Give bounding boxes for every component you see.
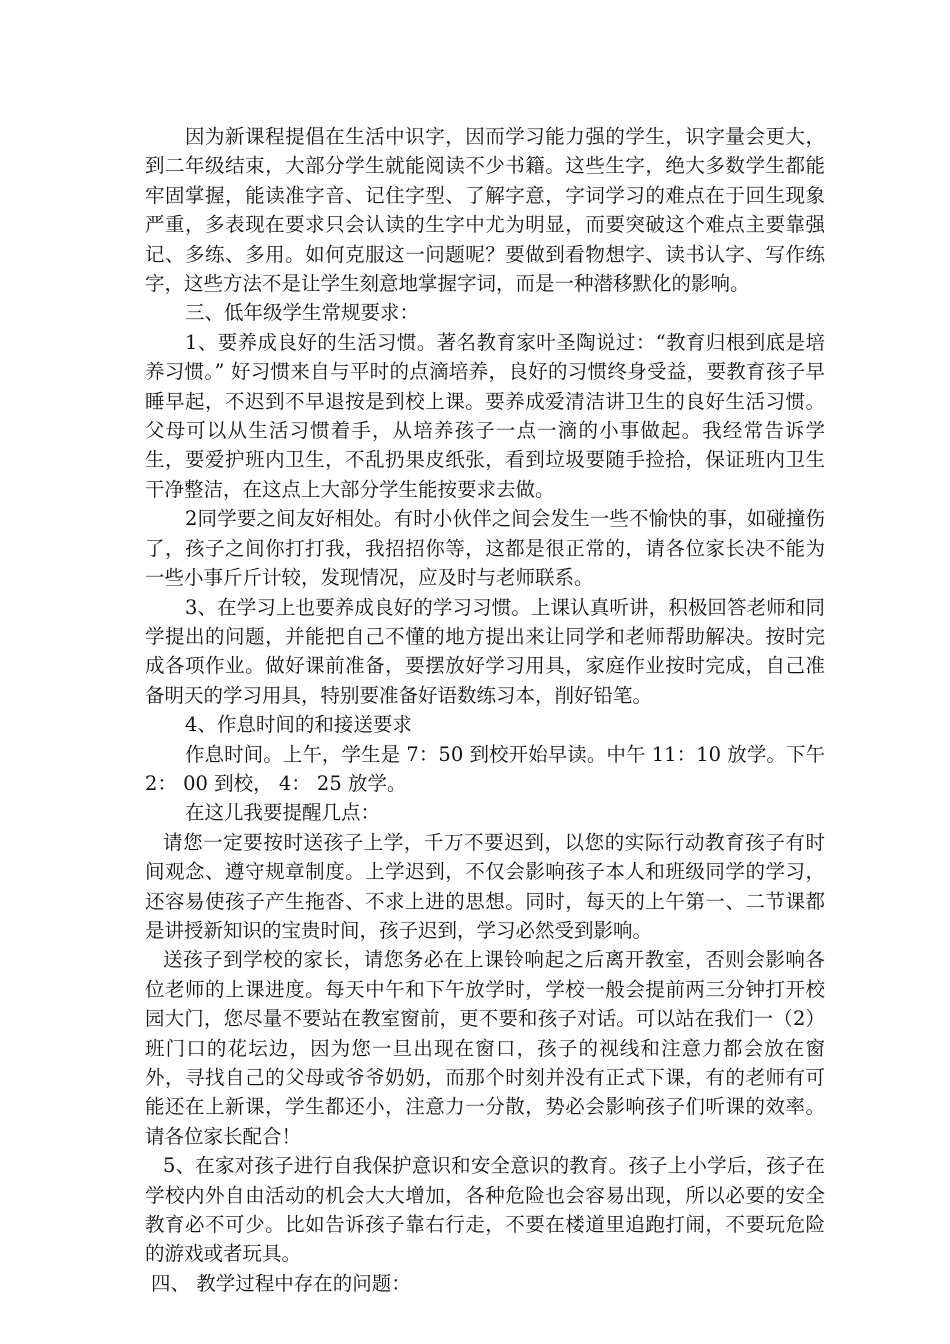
paragraph-safety-education: 5、在家对孩子进行自我保护意识和安全意识的教育。孩子上小学后，孩子在学校内外自由活动的机会大大增加，各种危险也会容易出现，所以必要的安全教育必不可少。比如告诉孩子靠右行走，不要在楼道里追跑打闹，不要玩危险的游戏或者玩具。 bbox=[145, 1154, 825, 1266]
paragraph-schedule-heading: 4、作息时间的和接送要求 bbox=[185, 713, 412, 737]
paragraph-literacy: 因为新课程提倡在生活中识字，因而学习能力强的学生，识字量会更大，到二年级结束，大部分学生就能阅读不少书籍。这些生字，绝大多数学生都能牢固掌握，能读准字音、记住字型、了解字意，字词学习的难点在于回生现象严重，多表现在要求只会认读的生字中尤为明显，而要突破这个难点主要靠强记、多练、多用。如何克服这一问题呢？要做到看物想字、读书认字、写作练字，这些方法不是让学生刻意地掌握字词，而是一种潜移默化的影响。 bbox=[145, 125, 825, 296]
paragraph-punctuality: 请您一定要按时送孩子上学，千万不要迟到，以您的实际行动教育孩子有时间观念、遵守规章制度。上学迟到，不仅会影响孩子本人和班级同学的学习，还容易使孩子产生拖沓、不求上进的思想。同时，每天的上午第一、二节课都是讲授新知识的宝贵时间，孩子迟到，学习必然受到影响。 bbox=[145, 830, 825, 942]
paragraph-schedule-times: 作息时间。上午，学生是 7：50 到校开始早读。中午 11：10 放学。下午 2： 00 到校， 4： 25 放学。 bbox=[145, 742, 825, 795]
paragraph-study-habits: 3、在学习上也要养成良好的学习习惯。上课认真听讲，积极回答老师和同学提出的问题，并能把自己不懂的地方提出来让同学和老师帮助解决。按时完成各项作业。做好课前准备，要摆放好学习用具，家庭作业按时完成，自己准备明天的学习用具，特别要准备好语数练习本，削好铅笔。 bbox=[145, 595, 825, 707]
paragraph-drop-off: 送孩子到学校的家长，请您务必在上课铃响起之后离开教室，否则会影响各位老师的上课进度。每天中午和下午放学时，学校一般会提前两三分钟打开校园大门，您尽量不要站在教室窗前，更不要和孩子对话。可以站在我们一（2）班门口的花坛边，因为您一旦出现在窗口，孩子的视线和注意力都会放在窗外，寻找自己的父母或爷爷奶奶，而那个时刻并没有正式下课，有的老师有可能还在上新课，学生都还小，注意力一分散，势必会影响孩子们听课的效率。请各位家长配合！ bbox=[145, 948, 825, 1148]
section-heading-routine-requirements: 三、低年级学生常规要求： bbox=[185, 301, 420, 325]
section-heading-teaching-problems: 四、 教学过程中存在的问题： bbox=[151, 1271, 411, 1295]
document-body bbox=[145, 122, 825, 1298]
paragraph-friendly-peers: 2同学要之间友好相处。有时小伙伴之间会发生一些不愉快的事，如碰撞伤了，孩子之间你打打我，我招招你等，这都是很正常的，请各位家长决不能为一些小事斤斤计较，发现情况，应及时与老师联系。 bbox=[145, 507, 825, 590]
paragraph-reminders-intro: 在这儿我要提醒几点： bbox=[185, 801, 381, 825]
paragraph-living-habits: 1、要养成良好的生活习惯。著名教育家叶圣陶说过：“教育归根到底是培养习惯。” 好习惯来自与平时的点滴培养，良好的习惯终身受益，要教育孩子早睡早起，不迟到不早退按是到校上课。要养成爱清洁讲卫生的良好生活习惯。父母可以从生活习惯着手，从培养孩子一点一滴的小事做起。我经常告诉学生，要爱护班内卫生，不乱扔果皮纸张，看到垃圾要随手捡拾，保证班内卫生干净整洁，在这点上大部分学生能按要求去做。 bbox=[145, 330, 825, 501]
